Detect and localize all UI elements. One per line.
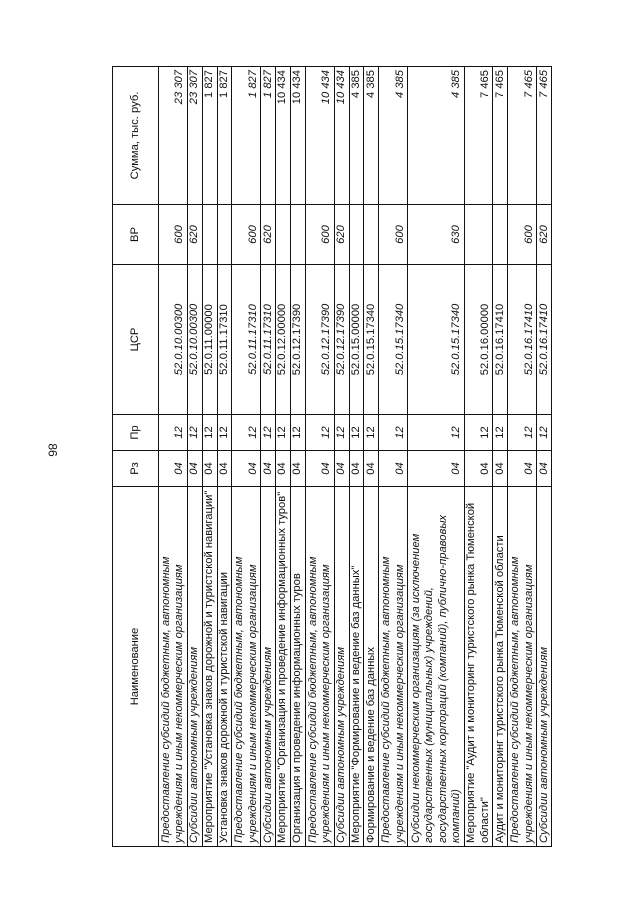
cell-name: Предоставление субсидий бюджетным, автономным учреждениям и иным некоммерческим организациям — [159, 487, 188, 847]
cell-rz: 04 — [217, 451, 232, 487]
cell-pr: 12 — [202, 415, 217, 451]
cell-vr: 630 — [408, 205, 465, 265]
cell-rz: 04 — [464, 451, 493, 487]
table-row — [493, 67, 508, 847]
table-row — [261, 67, 276, 847]
cell-pr: 12 — [232, 415, 261, 451]
cell-pr: 12 — [261, 415, 276, 451]
cell-pr: 12 — [276, 415, 291, 451]
cell-pr: 12 — [379, 415, 408, 451]
cell-rz: 04 — [364, 451, 379, 487]
table-row — [508, 67, 537, 847]
cell-pr: 12 — [217, 415, 232, 451]
cell-sum: 10 434 — [305, 67, 334, 205]
cell-vr — [493, 205, 508, 265]
table-row — [537, 67, 552, 847]
cell-pr: 12 — [305, 415, 334, 451]
cell-name: Субсидии автономным учреждениям — [261, 487, 276, 847]
table-row — [187, 67, 202, 847]
cell-rz: 04 — [187, 451, 202, 487]
cell-name: Предоставление субсидий бюджетным, автономным учреждениям и иным некоммерческим организациям — [232, 487, 261, 847]
cell-pr: 12 — [349, 415, 364, 451]
cell-name: Формирование и ведение баз данных — [364, 487, 379, 847]
cell-name: Субсидии автономным учреждениям — [334, 487, 349, 847]
cell-name: Предоставление субсидий бюджетным, автономным учреждениям и иным некоммерческим организациям — [379, 487, 408, 847]
cell-pr: 12 — [364, 415, 379, 451]
cell-vr — [202, 205, 217, 265]
cell-sum: 4 385 — [379, 67, 408, 205]
cell-sum: 1 827 — [202, 67, 217, 205]
cell-pr: 12 — [290, 415, 305, 451]
cell-rz: 04 — [493, 451, 508, 487]
cell-rz: 04 — [537, 451, 552, 487]
table-row — [290, 67, 305, 847]
cell-sum: 7 465 — [508, 67, 537, 205]
cell-pr: 12 — [508, 415, 537, 451]
cell-name: Субсидии некоммерческим организациям (за исключением государственных (муниципальных) учреждений, государственных корпораций (компаний), публично-правовых компаний) — [408, 487, 465, 847]
cell-csr: 52.0.16.17410 — [508, 265, 537, 415]
cell-csr: 52.0.12.00000 — [276, 265, 291, 415]
cell-pr: 12 — [187, 415, 202, 451]
cell-vr: 620 — [334, 205, 349, 265]
cell-sum: 23 307 — [187, 67, 202, 205]
table-row — [276, 67, 291, 847]
cell-name: Предоставление субсидий бюджетным, автономным учреждениям и иным некоммерческим организациям — [508, 487, 537, 847]
header-name: Наименование — [113, 487, 159, 847]
table-row — [232, 67, 261, 847]
cell-sum: 4 385 — [408, 67, 465, 205]
cell-csr: 52.0.10.00300 — [187, 265, 202, 415]
cell-vr: 600 — [379, 205, 408, 265]
table-row — [159, 67, 188, 847]
cell-pr: 12 — [537, 415, 552, 451]
cell-rz: 04 — [159, 451, 188, 487]
cell-sum: 10 434 — [276, 67, 291, 205]
cell-csr: 52.0.15.17340 — [408, 265, 465, 415]
cell-name: Субсидии автономным учреждениям — [537, 487, 552, 847]
cell-csr: 52.0.15.00000 — [349, 265, 364, 415]
cell-pr: 12 — [159, 415, 188, 451]
cell-rz: 04 — [334, 451, 349, 487]
cell-csr: 52.0.11.17310 — [232, 265, 261, 415]
cell-csr: 52.0.16.17410 — [537, 265, 552, 415]
cell-name: Мероприятие "Аудит и мониторинг туристского рынка Тюменской области" — [464, 487, 493, 847]
cell-name: Мероприятие "Организация и проведение информационных туров" — [276, 487, 291, 847]
cell-rz: 04 — [305, 451, 334, 487]
header-csr: ЦСР — [113, 265, 159, 415]
cell-csr: 52.0.12.17390 — [305, 265, 334, 415]
cell-csr: 52.0.10.00300 — [159, 265, 188, 415]
cell-vr — [276, 205, 291, 265]
cell-vr — [464, 205, 493, 265]
cell-name: Организация и проведение информационных туров — [290, 487, 305, 847]
cell-pr: 12 — [334, 415, 349, 451]
cell-rz: 04 — [508, 451, 537, 487]
cell-csr: 52.0.15.17340 — [379, 265, 408, 415]
cell-rz: 04 — [290, 451, 305, 487]
cell-vr — [364, 205, 379, 265]
table-row — [364, 67, 379, 847]
cell-sum: 23 307 — [159, 67, 188, 205]
cell-rz: 04 — [379, 451, 408, 487]
cell-vr — [349, 205, 364, 265]
cell-pr: 12 — [464, 415, 493, 451]
header-sum: Сумма, тыс. руб. — [113, 67, 159, 205]
cell-rz: 04 — [202, 451, 217, 487]
table-row — [334, 67, 349, 847]
cell-sum: 1 827 — [217, 67, 232, 205]
cell-csr: 52.0.12.17390 — [290, 265, 305, 415]
rotated-table-container — [112, 67, 552, 847]
table-row — [305, 67, 334, 847]
table-row — [202, 67, 217, 847]
cell-sum: 10 434 — [334, 67, 349, 205]
cell-name: Установка знаков дорожной и туристской навигации — [217, 487, 232, 847]
cell-vr: 620 — [537, 205, 552, 265]
table-header-row — [113, 67, 159, 847]
table-row — [379, 67, 408, 847]
cell-sum: 10 434 — [290, 67, 305, 205]
cell-sum: 7 465 — [464, 67, 493, 205]
cell-name: Мероприятие "Формирование и ведение баз данных" — [349, 487, 364, 847]
cell-sum: 1 827 — [261, 67, 276, 205]
table-row — [349, 67, 364, 847]
cell-pr: 12 — [493, 415, 508, 451]
header-rz: Рз — [113, 451, 159, 487]
cell-sum: 7 465 — [537, 67, 552, 205]
cell-vr: 600 — [232, 205, 261, 265]
table-row — [217, 67, 232, 847]
table-row — [408, 67, 465, 847]
cell-name: Аудит и мониторинг туристского рынка Тюменской области — [493, 487, 508, 847]
cell-name: Субсидии автономным учреждениям — [187, 487, 202, 847]
header-pr: Пр — [113, 415, 159, 451]
budget-table — [112, 66, 552, 847]
table-row — [464, 67, 493, 847]
cell-pr: 12 — [408, 415, 465, 451]
cell-sum: 4 385 — [349, 67, 364, 205]
cell-sum: 7 465 — [493, 67, 508, 205]
cell-vr: 600 — [305, 205, 334, 265]
table-body — [159, 67, 552, 847]
cell-rz: 04 — [408, 451, 465, 487]
cell-csr: 52.0.16.00000 — [464, 265, 493, 415]
cell-rz: 04 — [261, 451, 276, 487]
cell-vr — [290, 205, 305, 265]
cell-vr: 620 — [187, 205, 202, 265]
cell-sum: 1 827 — [232, 67, 261, 205]
cell-vr: 600 — [159, 205, 188, 265]
cell-rz: 04 — [276, 451, 291, 487]
header-vr: ВР — [113, 205, 159, 265]
cell-csr: 52.0.11.17310 — [261, 265, 276, 415]
cell-name: Предоставление субсидий бюджетным, автономным учреждениям и иным некоммерческим организациям — [305, 487, 334, 847]
cell-csr: 52.0.16.17410 — [493, 265, 508, 415]
cell-vr: 620 — [261, 205, 276, 265]
cell-vr — [217, 205, 232, 265]
cell-csr: 52.0.11.17310 — [217, 265, 232, 415]
cell-csr: 52.0.11.00000 — [202, 265, 217, 415]
cell-csr: 52.0.15.17340 — [364, 265, 379, 415]
cell-rz: 04 — [349, 451, 364, 487]
cell-csr: 52.0.12.17390 — [334, 265, 349, 415]
cell-sum: 4 385 — [364, 67, 379, 205]
cell-name: Мероприятие "Установка знаков дорожной и туристской навигации" — [202, 487, 217, 847]
cell-rz: 04 — [232, 451, 261, 487]
page-number: 86 — [45, 443, 60, 457]
cell-vr: 600 — [508, 205, 537, 265]
